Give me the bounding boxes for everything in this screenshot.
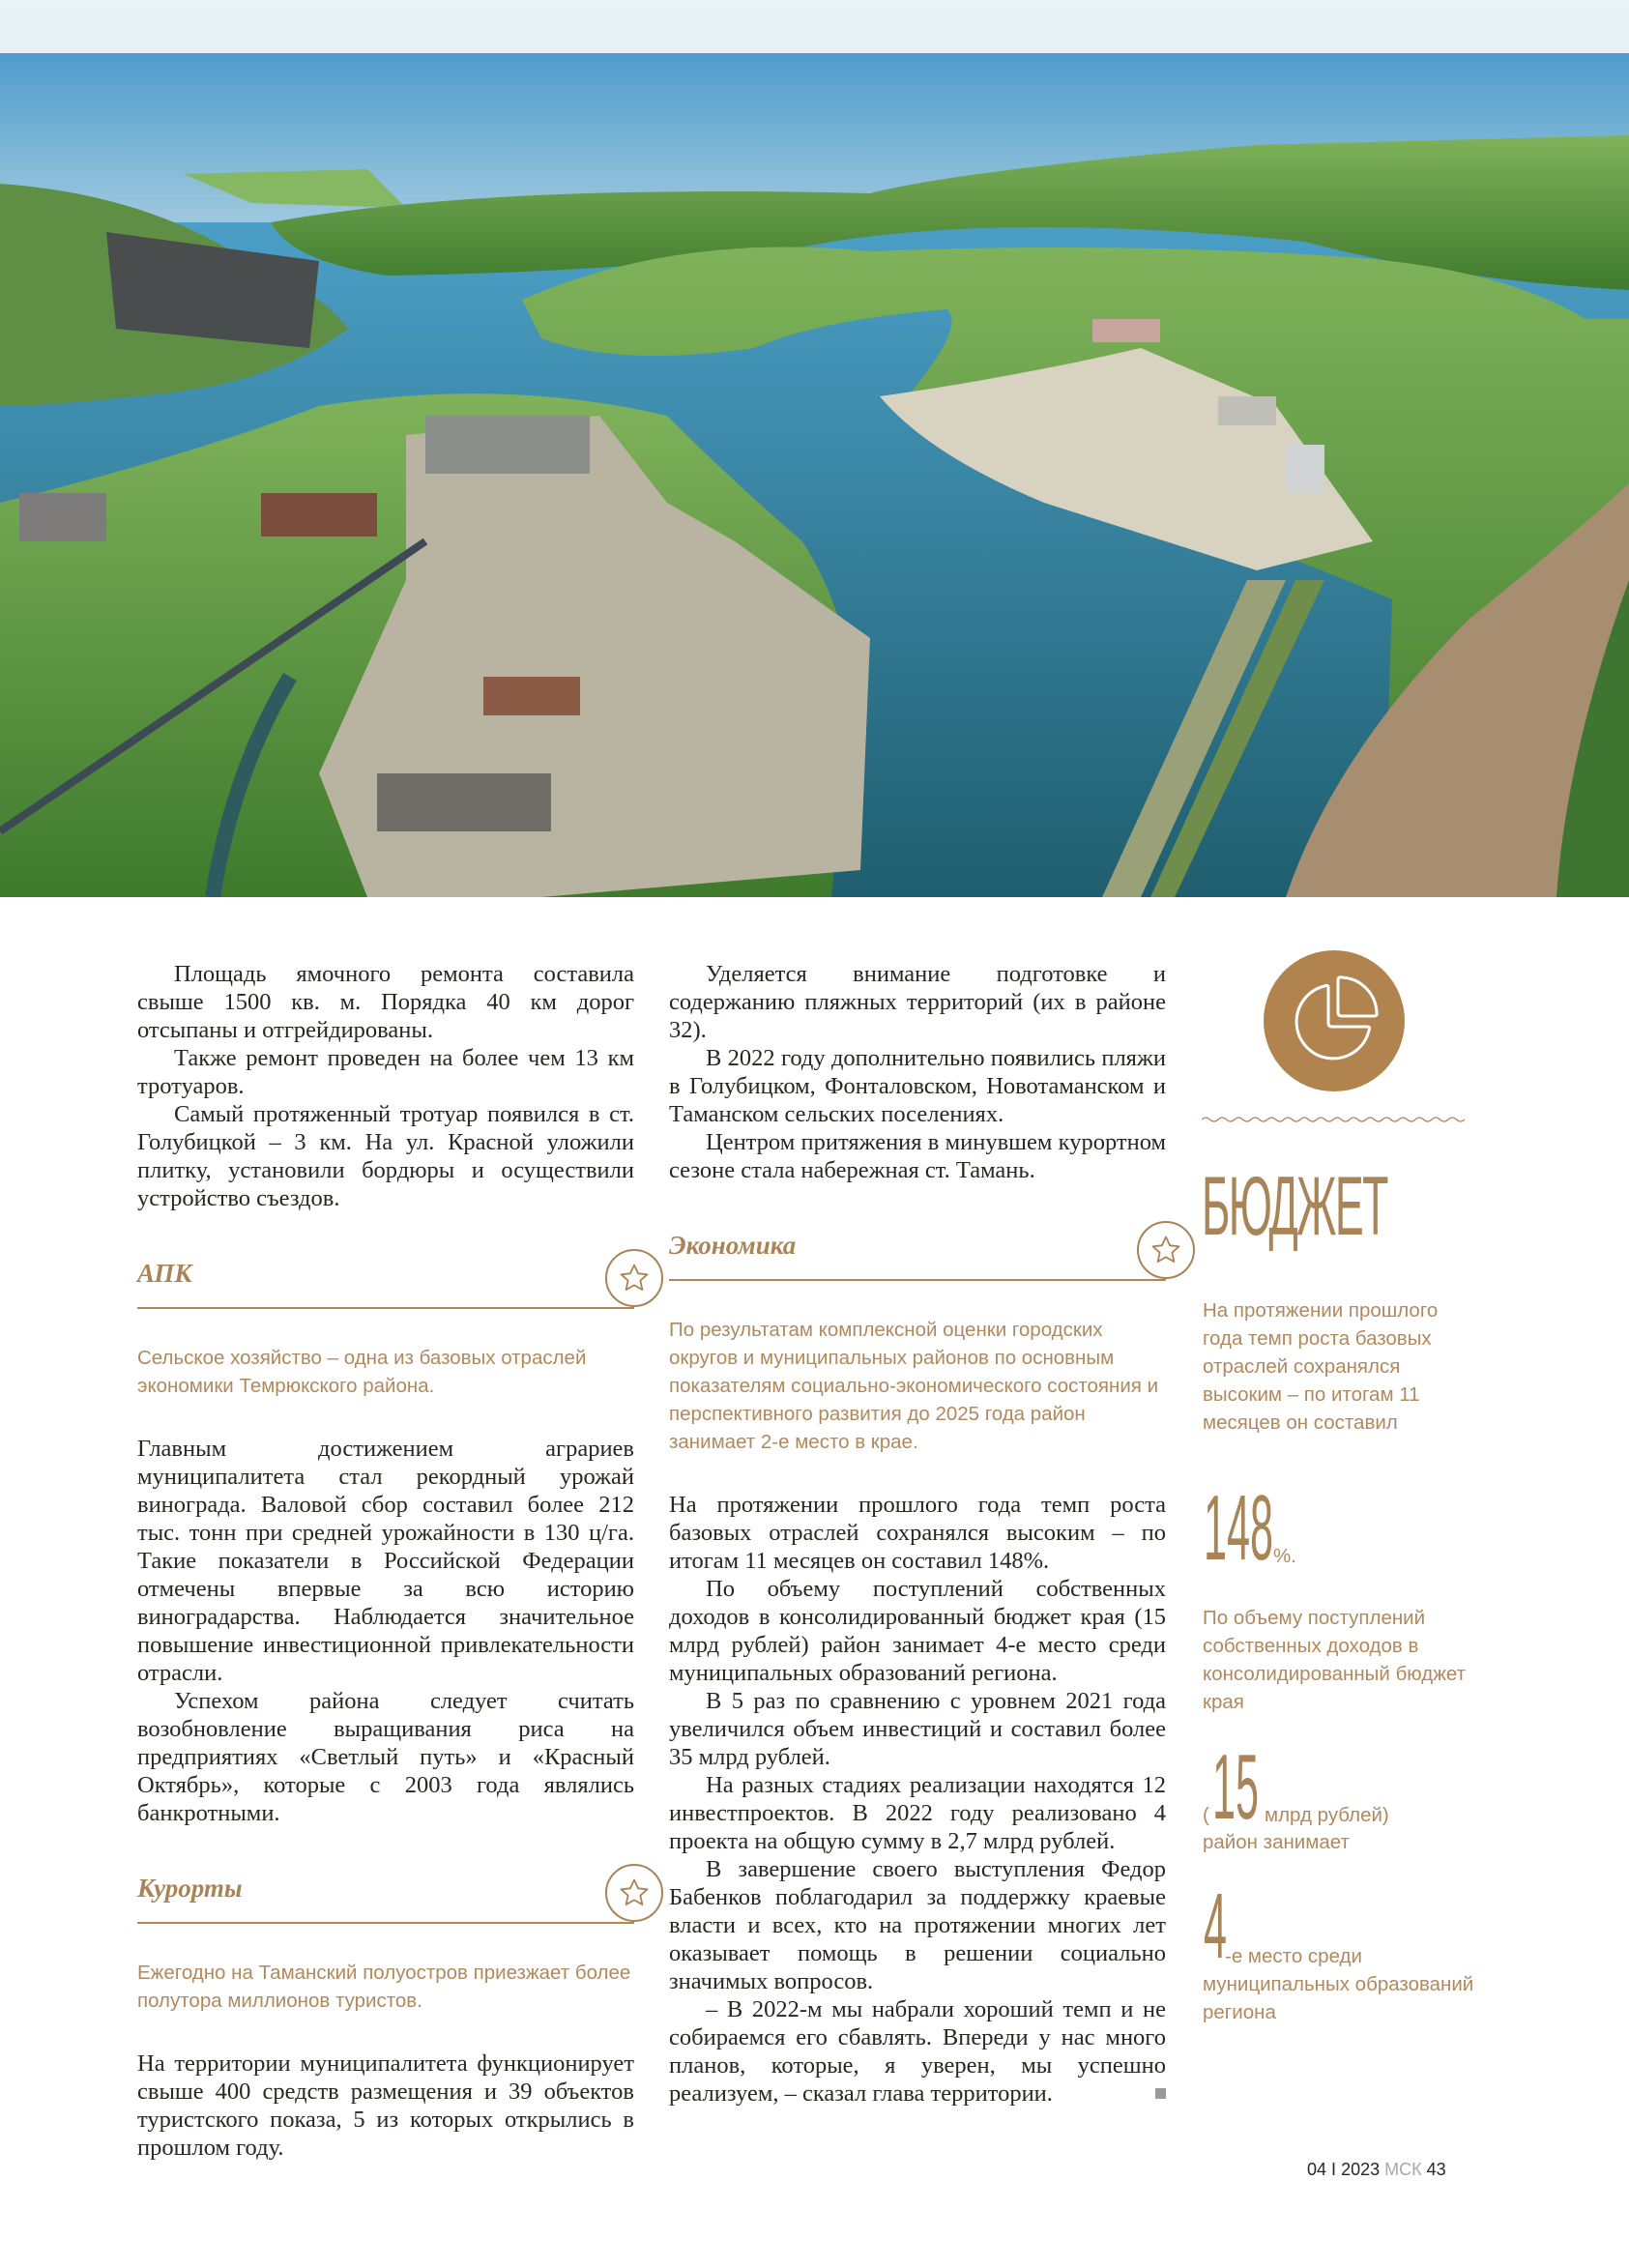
paragraph: По объему поступлений собственных доходов в консолидированный бюджет края (15 млрд рублей) район занимает 4-е место среди муниципальных образований региона. <box>669 1576 1166 1686</box>
issue-number: 04 <box>1307 2160 1327 2179</box>
intro-text <box>137 960 634 1212</box>
star-icon <box>605 1864 663 1922</box>
stat-value-growth: 148 <box>1204 1476 1274 1580</box>
section-body <box>137 1435 634 1827</box>
section-title: Курорты <box>137 1874 243 1903</box>
section-lead: Ежегодно на Таманский полуостров приезжает более полутора миллионов туристов. <box>137 1962 631 2012</box>
star-icon <box>1137 1221 1195 1279</box>
paragraph: В завершение своего выступления Федор Бабенков поблагодарил за поддержку краевые власти и всех, кто на протяжении многих лет оказывает помощь в решении социально значимых вопросов. <box>669 1856 1166 1994</box>
paragraph: Центром притяжения в минувшем курортном сезоне стала набережная ст. Тамань. <box>669 1129 1166 1183</box>
section-lead: По результатам комплексной оценки городских округов и муниципальных районов по основным показателям социально-экономического состояния и перспективного развития до 2025 года район занимает 2-е место в крае. <box>669 1319 1159 1453</box>
warehouse <box>1286 445 1324 493</box>
sidebar-title: БЮДЖЕТ <box>1202 1160 1387 1253</box>
section-title: Экономика <box>669 1231 797 1260</box>
building <box>483 677 580 715</box>
paragraph-text: – В 2022-м мы набрали хороший темп и не собираемся его сбавлять. Впереди у нас много планов, которые, я уверен, мы успешно реализуем, – сказал глава территории. <box>669 1996 1166 2107</box>
paragraph: На территории муниципалитета функционирует свыше 400 средств размещения и 39 объектов туристского показа, 5 из которых открылись в прошлом году. <box>137 2050 634 2161</box>
sidebar-text: муниципальных образований региона <box>1203 1973 1474 2023</box>
paragraph: Площадь ямочного ремонта составила свыше 1500 кв. м. Порядка 40 км дорог отсыпаны и отгрейдированы. <box>137 961 634 1043</box>
paragraph: На разных стадиях реализации находятся 12 инвестпроектов. В 2022 году реализовано 4 проекта на общую сумму в 2,7 млрд рублей. <box>669 1772 1166 1854</box>
paragraph: Также ремонт проведен на более чем 13 км тротуаров. <box>137 1045 634 1099</box>
section-header-economy <box>669 1217 1166 1281</box>
paragraph: На протяжении прошлого года темп роста базовых отраслей сохранялся высоким – по итогам 11 месяцев он составил 148%. <box>669 1492 1166 1574</box>
section-title: АПК <box>137 1259 192 1288</box>
end-of-article-mark <box>1155 2088 1166 2099</box>
paragraph-last <box>669 1995 1166 2108</box>
section-lead: Сельское хозяйство – одна из базовых отраслей экономики Темрюкского района. <box>137 1347 587 1397</box>
left-column <box>137 960 634 2162</box>
building <box>377 773 551 831</box>
stat-unit: %. <box>1273 1545 1296 1567</box>
paragraph: Успехом района следует считать возобновление выращивания риса на предприятиях «Светлый путь» и «Красный Октябрь», которые с 2003 года являлись банкротными. <box>137 1688 634 1826</box>
warehouse <box>1092 319 1160 342</box>
sidebar-text: На протяжении прошлого года темп роста базовых отраслей сохранялся высоким – по итогам 11 месяцев он составил <box>1203 1299 1439 1434</box>
wavy-divider <box>1202 1115 1465 1124</box>
hero-photo <box>0 0 1629 897</box>
paragraph: Уделяется внимание подготовке и содержанию пляжных территорий (их в районе 32). <box>669 961 1166 1043</box>
section-body <box>669 1491 1166 2108</box>
stat-value-revenue: 15 <box>1212 1735 1260 1839</box>
paragraph: Главным достижением аграриев муниципалитета стал рекордный урожай винограда. Валовой сбор составил более 212 тыс. тонн при средней урожайности в 130 ц/га. Такие показатели в Российской Федерации отмечены впервые за всю историю виноградарства. Наблюдается значительное повышение инвестиционной привлекательности отрасли. <box>137 1436 634 1686</box>
building <box>261 493 377 537</box>
aerial-port-illustration <box>0 0 1629 897</box>
pie-chart-icon <box>1264 950 1405 1091</box>
stat-unit: млрд рублей) <box>1265 1804 1389 1826</box>
issue-year: 2023 <box>1341 2160 1381 2179</box>
paragraph: В 2022 году дополнительно появились пляжи в Голубицком, Фонталовском, Новотаманском и Таманском сельских поселениях. <box>669 1045 1166 1127</box>
section-header-resorts <box>137 1860 634 1924</box>
page-number: 43 <box>1426 2160 1446 2179</box>
intro-text <box>669 960 1166 1184</box>
sidebar-text: По объему поступлений собственных доходов в консолидированный бюджет края <box>1203 1607 1467 1713</box>
star-icon <box>605 1249 663 1307</box>
building <box>19 493 106 541</box>
section-body <box>137 2050 634 2162</box>
section-header-apk <box>137 1245 634 1309</box>
stat-value-rank: 4 <box>1204 1875 1228 1978</box>
hangar <box>425 416 590 474</box>
warehouse <box>1218 396 1276 425</box>
paragraph: Самый протяженный тротуар появился в ст. Голубицкой – 3 км. На ул. Красной уложили плитку, установили бордюры и осуществили устройство съездов. <box>137 1101 634 1211</box>
stat-suffix: -е место среди <box>1225 1945 1362 1967</box>
paragraph: В 5 раз по сравнению с уровнем 2021 года увеличился объем инвестиций и составил более 35 млрд рублей. <box>669 1688 1166 1770</box>
middle-column <box>669 960 1166 2108</box>
sidebar-text: район занимает <box>1203 1831 1350 1853</box>
separator: I <box>1331 2160 1337 2179</box>
page-footer <box>1307 2160 1446 2180</box>
magazine-name: МСК <box>1384 2160 1422 2179</box>
paren: ( <box>1203 1804 1209 1826</box>
